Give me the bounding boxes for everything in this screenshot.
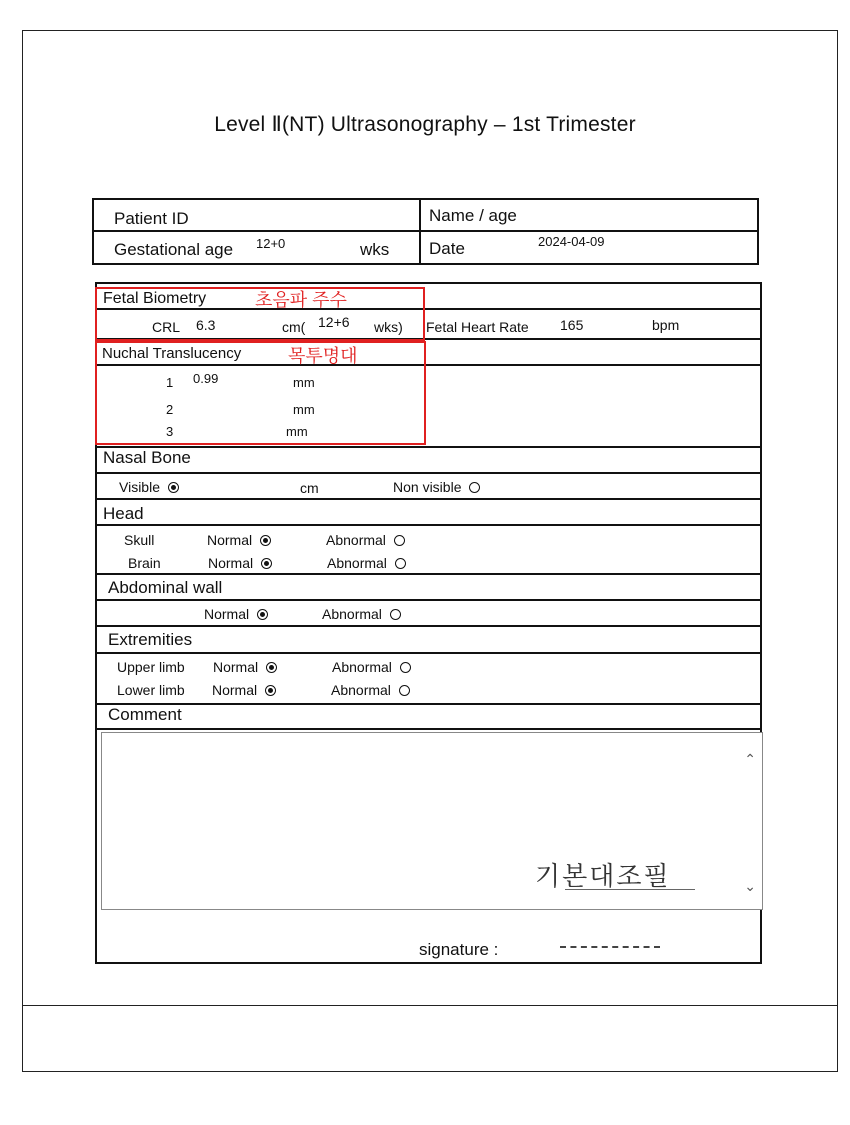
- row-divider: [95, 573, 762, 575]
- header-column-divider: [419, 198, 421, 265]
- brain-normal-radio[interactable]: [261, 558, 272, 569]
- nasal-non-visible-radio[interactable]: [469, 482, 480, 493]
- crl-weeks[interactable]: 12+6: [318, 314, 350, 330]
- lower-limb-normal-radio[interactable]: [265, 685, 276, 696]
- crl-unit-close: wks): [374, 319, 403, 335]
- patient-id-label: Patient ID: [114, 209, 189, 228]
- nuchal-highlight-box: [95, 341, 426, 445]
- upper-limb-normal-label: Normal: [213, 659, 259, 675]
- row-divider: [95, 652, 762, 654]
- upper-limb-label: Upper limb: [117, 659, 185, 675]
- nasal-visible-label: Visible: [119, 479, 160, 495]
- fetal-biometry-heading: Fetal Biometry: [103, 290, 207, 307]
- gestational-age-unit: wks: [360, 240, 390, 259]
- fetal-heart-rate-value[interactable]: 165: [560, 317, 584, 333]
- comment-heading: Comment: [108, 705, 182, 724]
- scroll-down-icon[interactable]: ⌄: [744, 878, 756, 894]
- row-divider: [95, 524, 762, 526]
- nuchal-translucency-heading: Nuchal Translucency: [102, 345, 242, 362]
- date-value[interactable]: 2024-04-09: [538, 234, 605, 249]
- signature-label: signature :: [419, 940, 499, 959]
- row-divider: [95, 446, 762, 448]
- lower-limb-normal-option[interactable]: [212, 682, 276, 698]
- nasal-non-visible-option[interactable]: [393, 479, 480, 495]
- lower-limb-abnormal-option[interactable]: [331, 682, 410, 698]
- brain-normal-option[interactable]: [208, 555, 272, 571]
- row-divider: [95, 498, 762, 500]
- skull-abnormal-label: Abnormal: [326, 532, 386, 548]
- nt-row-value[interactable]: 0.99: [193, 371, 219, 386]
- brain-abnormal-label: Abnormal: [327, 555, 387, 571]
- upper-limb-abnormal-radio[interactable]: [400, 662, 411, 673]
- gestational-age-label: Gestational age: [114, 240, 234, 259]
- row-divider: [95, 625, 762, 627]
- nt-row-index: 2: [166, 402, 174, 417]
- row-divider: [95, 472, 762, 474]
- extremities-heading: Extremities: [108, 630, 193, 649]
- crl-value[interactable]: 6.3: [196, 317, 216, 333]
- abdominal-abnormal-option[interactable]: [322, 606, 401, 622]
- upper-limb-normal-radio[interactable]: [266, 662, 277, 673]
- gestational-age-value[interactable]: 12+0: [256, 236, 286, 251]
- nasal-bone-heading: Nasal Bone: [103, 448, 191, 467]
- nasal-visible-radio[interactable]: [168, 482, 179, 493]
- abdominal-abnormal-label: Abnormal: [322, 606, 382, 622]
- brain-normal-label: Normal: [208, 555, 254, 571]
- abdominal-wall-heading: Abdominal wall: [108, 578, 223, 597]
- row-divider: [95, 703, 762, 705]
- fetal-biometry-annotation: 초음파 주수: [255, 290, 347, 310]
- nasal-visible-option[interactable]: [119, 479, 179, 495]
- crl-label: CRL: [152, 319, 181, 335]
- skull-normal-radio[interactable]: [260, 535, 271, 546]
- nuchal-translucency-annotation: 목투명대: [288, 346, 358, 366]
- fetal-heart-rate-label: Fetal Heart Rate: [426, 319, 529, 335]
- brain-label: Brain: [128, 555, 161, 571]
- nasal-bone-unit: cm: [300, 480, 319, 496]
- name-age-label: Name / age: [429, 206, 517, 225]
- brain-abnormal-option[interactable]: [327, 555, 406, 571]
- skull-label: Skull: [124, 532, 155, 548]
- brain-abnormal-radio[interactable]: [395, 558, 406, 569]
- fetal-heart-rate-unit: bpm: [652, 317, 680, 333]
- skull-normal-option[interactable]: [207, 532, 271, 548]
- nt-row-unit: mm: [293, 375, 315, 390]
- nasal-non-visible-label: Non visible: [393, 479, 462, 495]
- nt-row-unit: mm: [293, 402, 315, 417]
- skull-abnormal-radio[interactable]: [394, 535, 405, 546]
- skull-abnormal-option[interactable]: [326, 532, 405, 548]
- skull-normal-label: Normal: [207, 532, 253, 548]
- header-divider: [92, 230, 759, 232]
- footer-divider: [22, 1005, 838, 1006]
- lower-limb-abnormal-label: Abnormal: [331, 682, 391, 698]
- crl-unit-open: cm(: [282, 319, 306, 335]
- page-title: Level Ⅱ(NT) Ultrasonography – 1st Trimester: [214, 113, 636, 136]
- row-divider: [95, 599, 762, 601]
- lower-limb-abnormal-radio[interactable]: [399, 685, 410, 696]
- upper-limb-abnormal-label: Abnormal: [332, 659, 392, 675]
- nt-row-unit: mm: [286, 424, 308, 439]
- lower-limb-label: Lower limb: [117, 682, 185, 698]
- date-label: Date: [429, 239, 465, 258]
- scroll-up-icon[interactable]: ⌃: [744, 751, 756, 767]
- review-stamp: 기본대조필: [535, 862, 671, 892]
- nt-row-index: 1: [166, 375, 174, 390]
- biometry-highlight-box: [95, 287, 425, 341]
- abdominal-normal-label: Normal: [204, 606, 250, 622]
- abdominal-normal-radio[interactable]: [257, 609, 268, 620]
- head-heading: Head: [103, 504, 144, 523]
- abdominal-abnormal-radio[interactable]: [390, 609, 401, 620]
- row-divider: [95, 728, 762, 730]
- abdominal-normal-option[interactable]: [204, 606, 268, 622]
- lower-limb-normal-label: Normal: [212, 682, 258, 698]
- nt-row-index: 3: [166, 424, 174, 439]
- upper-limb-normal-option[interactable]: [213, 659, 277, 675]
- upper-limb-abnormal-option[interactable]: [332, 659, 411, 675]
- signature-mark: [560, 946, 660, 954]
- stamp-underline: [565, 889, 695, 890]
